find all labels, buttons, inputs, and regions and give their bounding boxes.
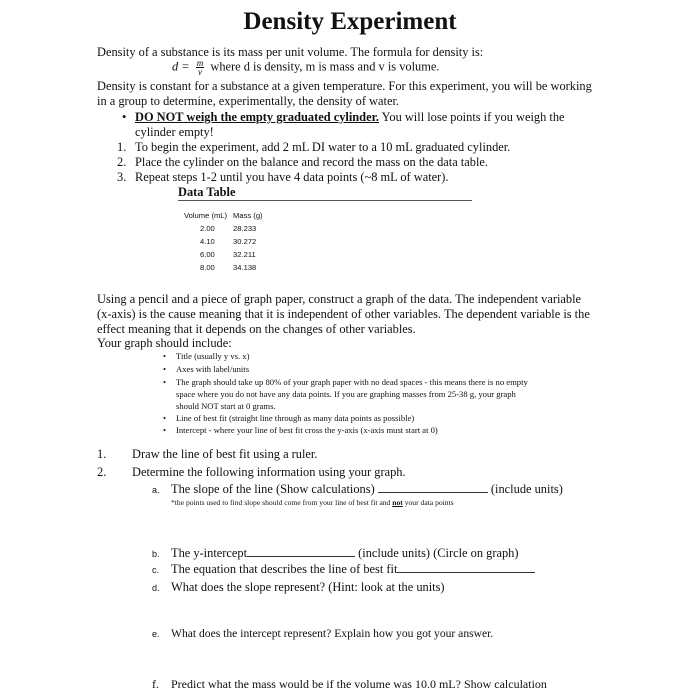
question-1: Draw the line of best fit using a ruler.: [132, 447, 318, 461]
warning-rest: You will lose points if you weigh the: [379, 110, 565, 124]
formula-lhs: d =: [172, 59, 190, 74]
table-row: [184, 222, 269, 235]
formula-denominator: v: [198, 67, 203, 77]
question-e: [152, 626, 493, 642]
step-1: To begin the experiment, add 2 mL DI water to a 10 mL graduated cylinder.: [135, 140, 511, 154]
data-table-heading: Data Table: [178, 185, 236, 199]
intro-line-1: Density of a substance is its mass per unit volume. The formula for density is:: [97, 45, 484, 59]
graph-intro-4: Your graph should include:: [97, 336, 232, 350]
step-2: Place the cylinder on the balance and record the mass on the data table.: [135, 155, 488, 169]
page-title: Density Experiment: [243, 8, 457, 35]
question-a-text: The slope of the line (Show calculations): [171, 482, 375, 496]
table-row: [184, 248, 269, 261]
graph-intro-2: (x-axis) is the cause meaning that it is independent of other variables. The dependent variable is the: [97, 307, 590, 321]
question-f-text: Predict what the mass would be if the volume was 10.0 mL? Show calculation: [171, 677, 547, 691]
step-1-num: 1.: [117, 140, 127, 154]
warning-bold: DO NOT weigh the empty graduated cylinder.: [135, 110, 380, 124]
question-e-text: What does the intercept represent? Explain how you got your answer.: [171, 627, 494, 640]
question-f: [152, 677, 547, 692]
note-pre: *the points used to find slope should come from your line of best fit and: [171, 498, 393, 507]
table-row: [184, 261, 269, 274]
graph-intro-3: effect meaning that it depends on the changes of other variables.: [97, 322, 416, 336]
question-b-suffix: (include units) (Circle on graph): [358, 546, 519, 560]
formula-description: where d is density, m is mass and v is volume.: [210, 59, 440, 74]
step-3: Repeat steps 1-2 until you have 4 data points (~8 mL of water).: [135, 170, 449, 184]
data-table: [184, 209, 269, 274]
question-b: [152, 546, 518, 562]
question-c-label: c.: [152, 565, 160, 575]
question-a-note: [171, 498, 454, 507]
question-2: Determine the following information using your graph.: [132, 465, 406, 479]
mass-cell: 28.233: [233, 224, 257, 233]
warning-rest-2: cylinder empty!: [135, 125, 214, 139]
question-a-label: a.: [152, 485, 160, 495]
graph-item-size-2: space where you do not have any data points. If you are graphing masses from 25-38 g, your graph: [176, 389, 516, 399]
graph-item-title: • Title (usually y vs. x): [176, 351, 249, 361]
question-1-num: 1.: [97, 447, 107, 461]
volume-cell: 2.00: [200, 224, 215, 233]
question-d-label: d.: [152, 583, 160, 593]
question-c-text: The equation that describes the line of best fit: [171, 562, 398, 576]
volume-cell: 4.10: [200, 237, 215, 246]
graph-item-axes: • Axes with label/units: [176, 364, 249, 374]
graph-item-intercept: • Intercept - where your line of best fit cross the y-axis (x-axis must start at 0): [176, 425, 438, 435]
slope-answer-field[interactable]: [378, 482, 488, 493]
note-bold: not: [392, 498, 403, 507]
question-e-label: e.: [152, 629, 160, 639]
question-a: [152, 482, 563, 498]
volume-cell: 6.00: [200, 250, 215, 259]
step-2-num: 2.: [117, 155, 127, 169]
intercept-answer-field[interactable]: [247, 546, 355, 557]
mass-cell: 32.211: [233, 250, 256, 259]
volume-cell: 8.00: [200, 263, 215, 272]
question-a-suffix: (include units): [490, 482, 563, 496]
question-c: [152, 562, 535, 578]
data-table-header: [184, 209, 269, 222]
table-row: [184, 235, 269, 248]
header-mass: Mass (g): [233, 211, 263, 220]
intro-line-3: Density is constant for a substance at a given temperature. For this experiment, you will be working: [97, 79, 592, 93]
question-2-num: 2.: [97, 465, 107, 479]
equation-answer-field[interactable]: [397, 562, 535, 573]
graph-item-best-fit: • Line of best fit (straight line through as many data points as possible): [176, 413, 414, 423]
data-table-rule: [178, 200, 472, 201]
warning-bullet: [135, 110, 565, 125]
question-b-label: b.: [152, 549, 160, 559]
header-volume: Volume (mL): [184, 211, 228, 220]
density-formula: [172, 59, 439, 76]
intro-line-4: in a group to determine, experimentally, the density of water.: [97, 94, 399, 108]
question-d: [152, 580, 445, 596]
note-post: your data points: [402, 498, 454, 507]
formula-fraction: [196, 59, 205, 76]
question-b-text: The y-intercept: [171, 546, 248, 560]
graph-item-size: • The graph should take up 80% of your graph paper with no dead spaces - this means there is no empty: [176, 377, 528, 387]
mass-cell: 30.272: [233, 237, 257, 246]
question-d-text: What does the slope represent? (Hint: look at the units): [171, 580, 445, 594]
question-f-label: f.: [152, 677, 159, 691]
mass-cell: 34.138: [233, 263, 257, 272]
formula-numerator: m: [196, 58, 204, 68]
step-3-num: 3.: [117, 170, 127, 184]
graph-item-size-3: should NOT start at 0 grams.: [176, 401, 276, 411]
graph-intro-1: Using a pencil and a piece of graph paper, construct a graph of the data. The independent variable: [97, 292, 582, 306]
